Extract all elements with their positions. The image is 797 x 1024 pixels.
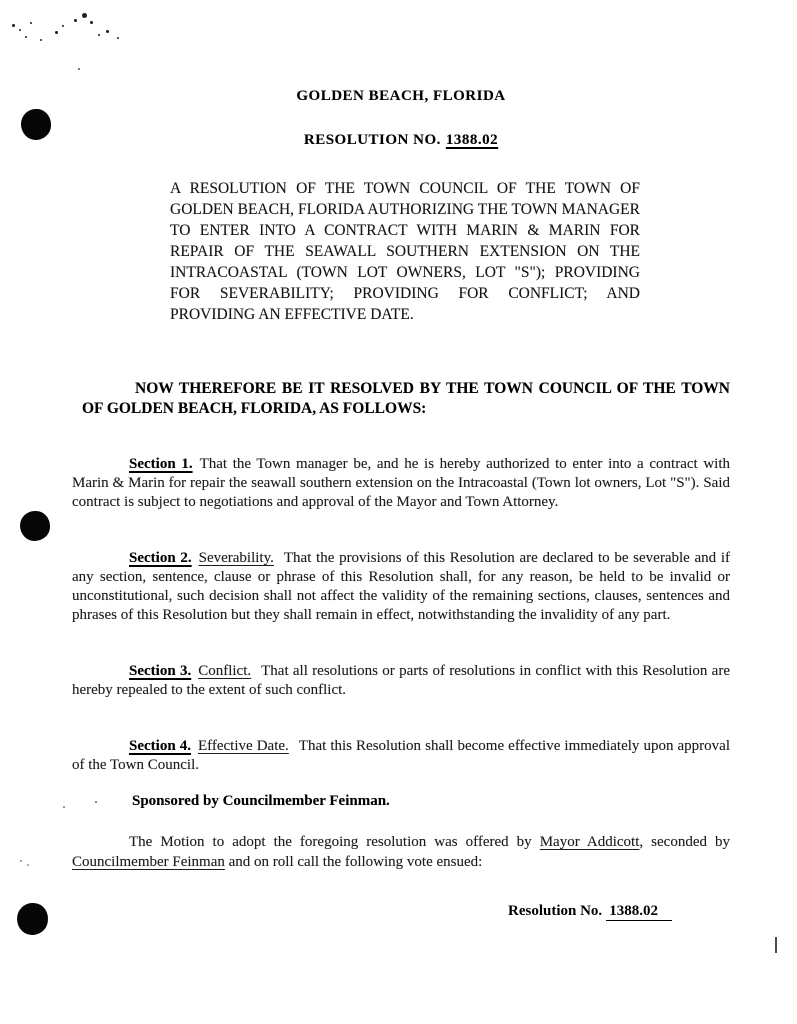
resolution-number-line: [72, 132, 730, 149]
footer-resolution-number: 1388.02: [606, 903, 672, 921]
section-2-subheading: Severability.: [198, 550, 274, 566]
resolution-number: 1388.02: [445, 132, 499, 148]
section-4-subheading: Effective Date.: [197, 738, 289, 754]
mover-name: Mayor Addicott: [539, 834, 640, 850]
resolution-caption-paragraph: A RESOLUTION OF THE TOWN COUNCIL OF THE TOWN OF GOLDEN BEACH, FLORIDA AUTHORIZING THE TOWN MANAGER TO ENTER INTO A CONTRACT WITH MARIN & MARIN FOR REPAIR OF THE SEAWALL SOUTHERN EXTENSION ON THE INTRACOASTAL (TOWN LOT OWNERS, LOT "S"); PROVIDING FOR SEVERABILITY; PROVIDING FOR CONFLICT; AND PROVIDING AN EFFECTIVE DATE.: [170, 180, 640, 323]
section-2-heading: Section 2.: [129, 550, 192, 566]
section-2-body: That the provisions of this Resolution are declared to be severable and if any section, sentence, clause or phrase of this Resolution shall, for any reason, be held to be invalid or unconstitutional, such decision shall not affect the validity of the remaining sections, clauses, sentences and phrases of this Resolution but they shall remain in effect, notwithstanding the invalidity of any part.: [72, 550, 730, 623]
footer-resolution-label: Resolution No.: [508, 903, 603, 919]
motion-paragraph: [72, 833, 730, 872]
resolved-clause: NOW THEREFORE BE IT RESOLVED BY THE TOWN COUNCIL OF THE TOWN OF GOLDEN BEACH, FLORIDA, AS FOLLOWS:: [82, 380, 730, 417]
motion-text-suffix: and on roll call the following vote ensued:: [224, 853, 483, 870]
resolution-number-label: RESOLUTION NO.: [303, 132, 441, 148]
document-title: GOLDEN BEACH, FLORIDA: [296, 88, 506, 104]
motion-text-prefix: The Motion to adopt the foregoing resolution was offered by: [129, 834, 540, 850]
section-2-paragraph: [72, 549, 730, 625]
section-4-paragraph: [72, 737, 730, 775]
section-3-body: That all resolutions or parts of resolutions in conflict with this Resolution are hereby repealed to the extent of such conflict.: [72, 663, 730, 698]
section-4-heading: Section 4.: [129, 738, 191, 754]
section-3-subheading: Conflict.: [198, 663, 252, 679]
section-3-heading: Section 3.: [129, 663, 192, 679]
sponsor-line: Sponsored by Councilmember Feinman.: [132, 793, 390, 809]
seconder-name: Councilmember Feinman: [72, 853, 225, 870]
section-1-paragraph: [72, 455, 730, 512]
footer-resolution-line: [508, 903, 672, 920]
section-1-heading: Section 1.: [129, 456, 193, 472]
motion-text-middle: , seconded by: [639, 834, 731, 850]
section-3-paragraph: [72, 662, 730, 700]
section-4-body: That this Resolution shall become effective immediately upon approval of the Town Council.: [72, 738, 730, 773]
section-1-body: That the Town manager be, and he is hereby authorized to enter into a contract with Marin & Marin for repair the seawall southern extension on the Intracoastal (Town lot owners, Lot "S"). Said contract is subject to negotiations and approval of the Mayor and Town Attorney.: [72, 456, 730, 510]
